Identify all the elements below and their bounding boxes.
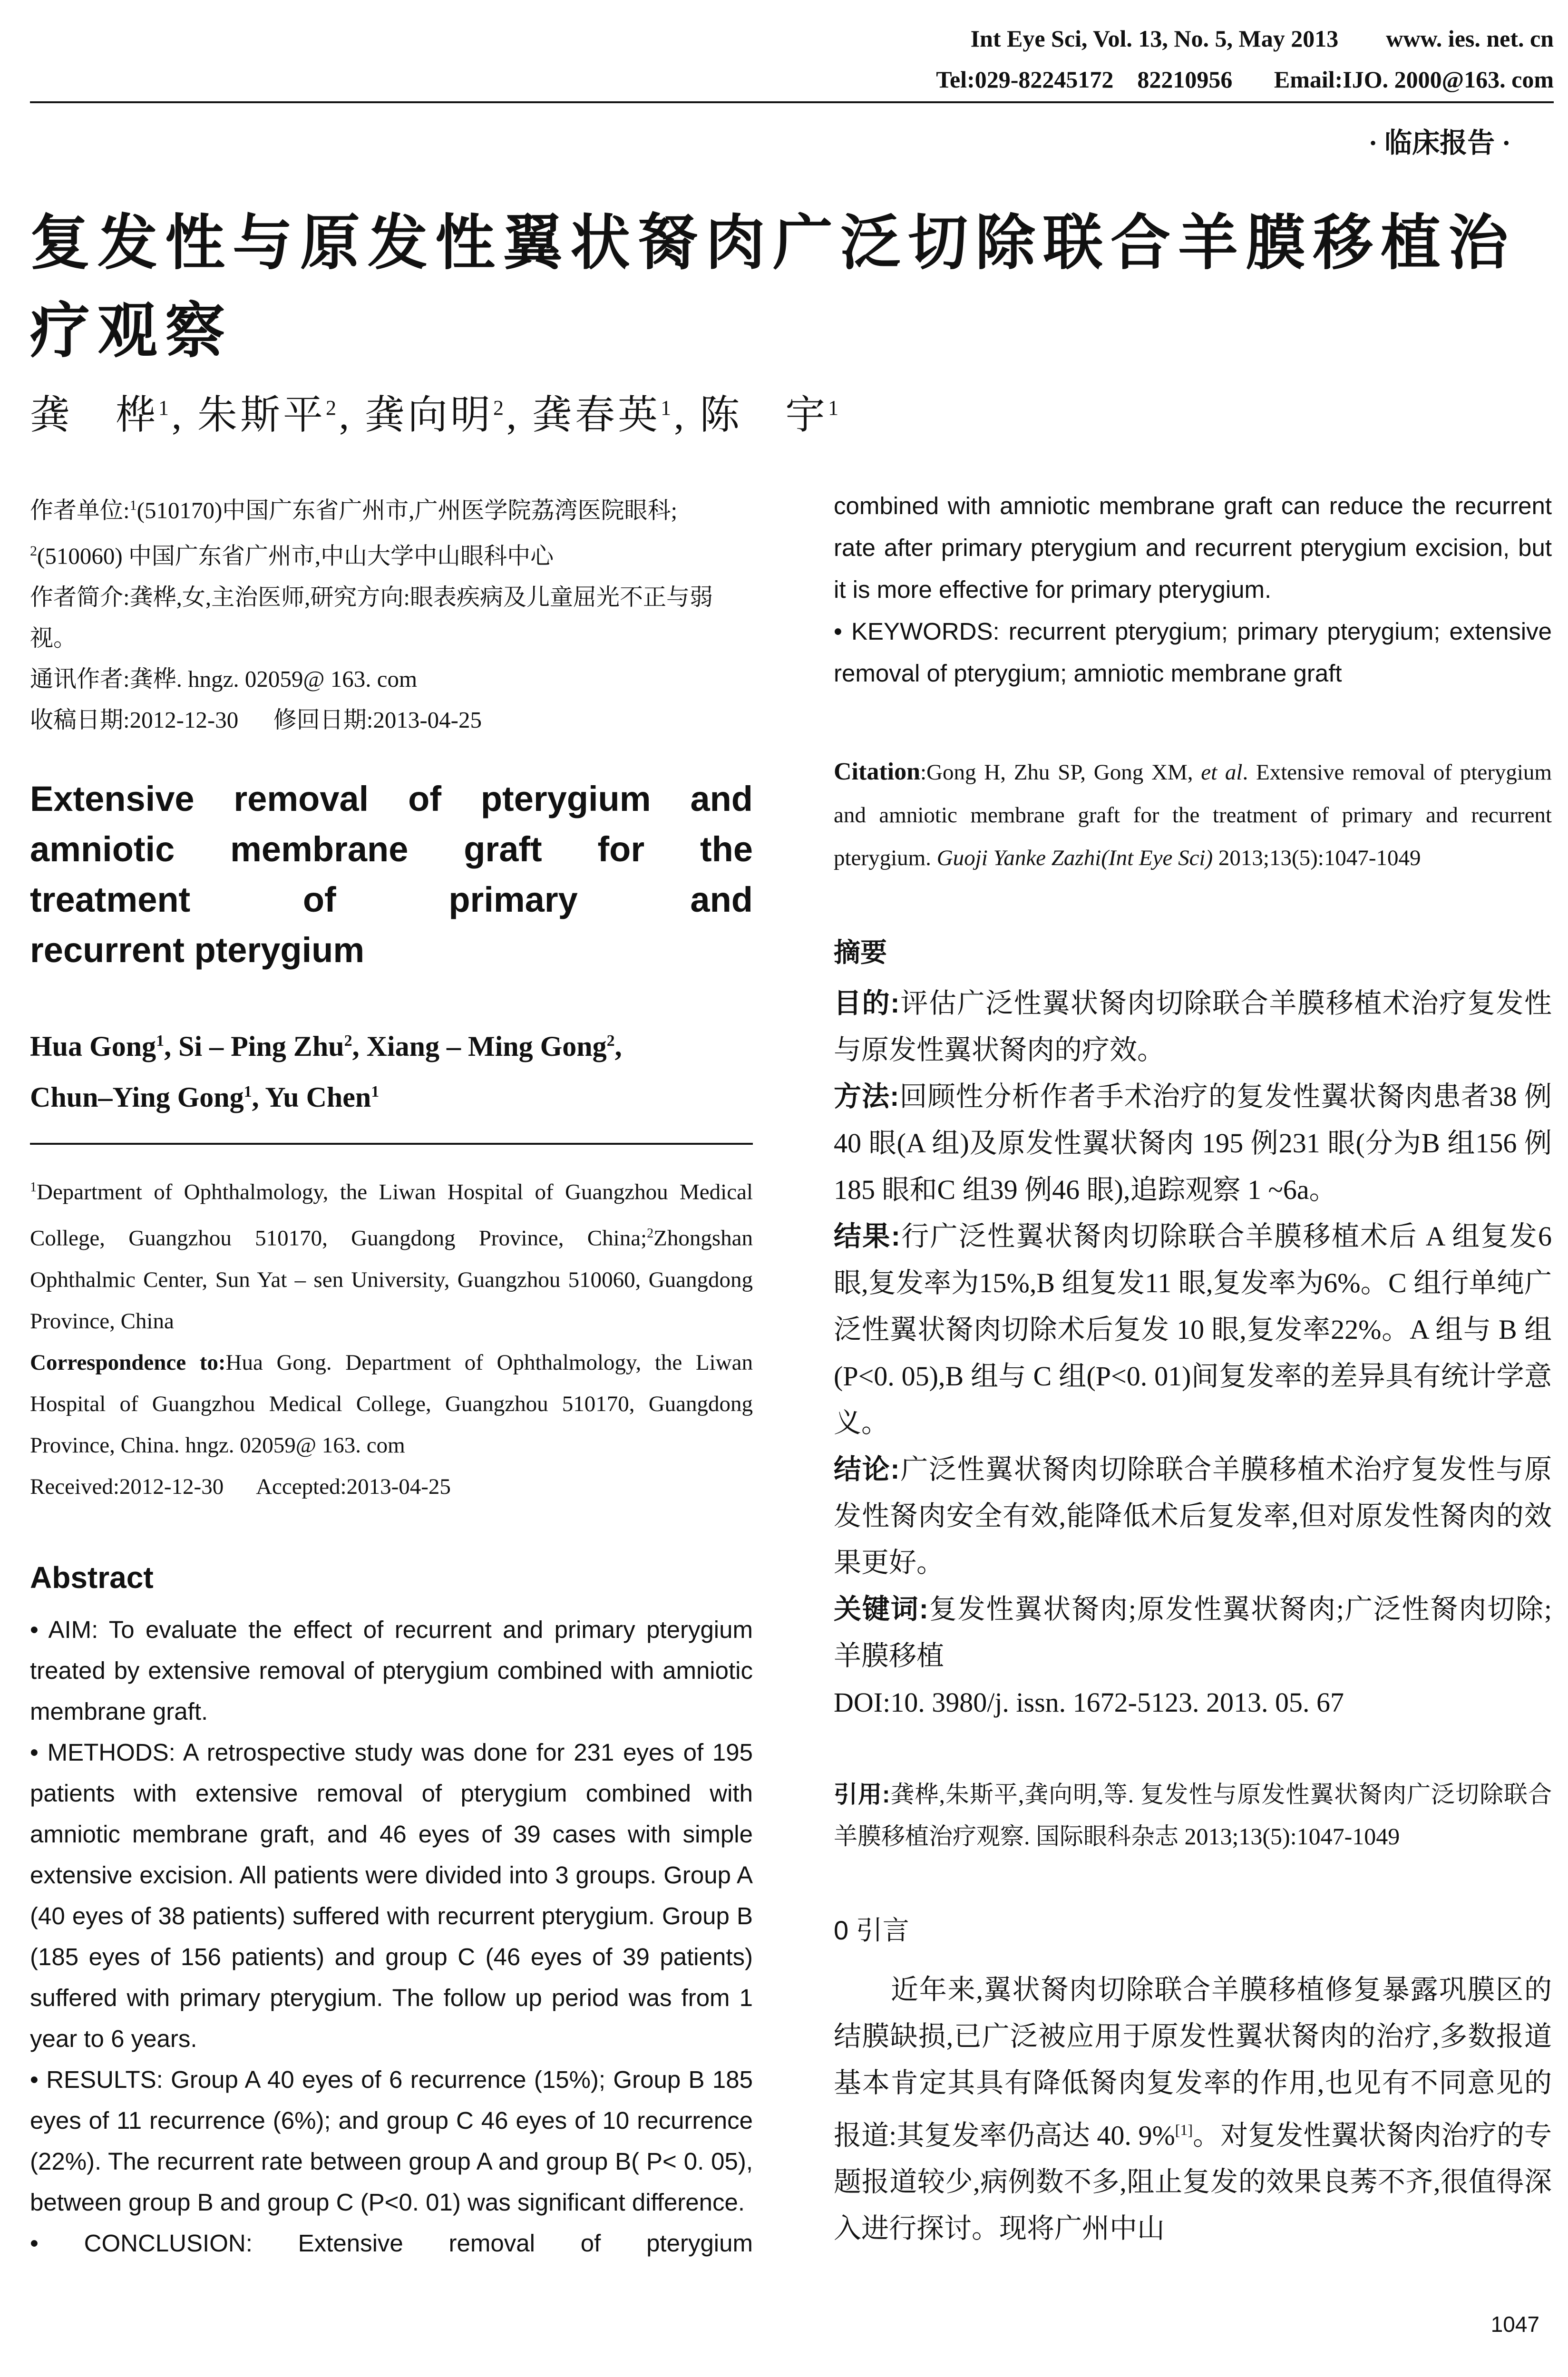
abstract-conclusion-start: • CONCLUSION: Extensive removal of pterygium	[30, 2229, 753, 2257]
author-affil-sup: 1	[661, 396, 674, 419]
affiliation-departments: $^1$Department of Ophthalmology, the Liwan Hospital of Guangzhou Medical College, Guangzhou 510170, Guangdong Province, China;$^2$Zhongshan Ophthalmic Center, Sun Yat – sen University, Guangzhou 510060, Guangdong Province, China	[30, 1179, 753, 1334]
dates-en: Received:2012-12-30 Accepted:2013-04-25	[30, 1474, 451, 1499]
article-title-en	[30, 774, 753, 975]
abstract-aim: • AIM: To evaluate the effect of recurrent and primary pterygium treated by extensive removal of pterygium combined with amniotic membrane graft.	[30, 1616, 753, 1725]
abstract-en-continued	[834, 485, 1552, 694]
abstract-cn-results: 结果:行广泛性翼状胬肉切除联合羊膜移植术后 A 组复发6 眼,复发率为15%,B 组复发11 眼,复发率为6%。C 组行单纯广泛性翼状胬肉切除术后复发 10 眼,复发率22%。A 组与 B 组(P<0. 05),B 组与 C 组(P<0. 01)间复发率的差异具有统计学意义。	[834, 1221, 1552, 1438]
header-divider	[30, 101, 1554, 103]
author-name: 龚春英	[532, 393, 661, 438]
abstract-heading-cn: 摘要	[834, 937, 887, 967]
intro-heading: 0 引言	[834, 1915, 909, 1945]
author-name: 龚 桦	[30, 393, 159, 438]
dates-cn: 收稿日期:2012-12-30 修回日期:2013-04-25	[30, 706, 482, 733]
author-affil-sup: 1	[158, 396, 172, 419]
doi: DOI:10. 3980/j. issn. 1672-5123. 2013. 05. 67	[834, 1687, 1344, 1718]
author-sep: ,	[674, 393, 687, 438]
author-intro-cn: 作者简介:龚桦,女,主治医师,研究方向:眼表疾病及儿童屈光不正与弱视。	[30, 584, 713, 651]
reference-mark[interactable]: [1]	[1175, 2121, 1193, 2138]
author-name: 龚向明	[365, 393, 494, 438]
author-list-en: Hua Gong$^1$, Si – Ping Zhu$^2$, Xiang – Ming Gong$^2$, Chun–Ying Gong$^1$, Yu Chen$^1$	[30, 1030, 622, 1113]
citation-en: Citation:Gong H, Zhu SP, Gong XM, et al. Extensive removal of pterygium and amniotic membrane graft for the treatment of primary and recurrent pterygium. Guoji Yanke Zazhi(Int Eye Sci) 2013;13(5):1047-1049	[834, 758, 1552, 870]
affiliation-en	[30, 1167, 753, 1508]
abstract-cn-methods: 方法:回顾性分析作者手术治疗的复发性翼状胬肉患者38 例40 眼(A 组)及原发性翼状胬肉 195 例231 眼(分为B 组156 例185 眼和C 组39 例46 眼),追踪观察 1 ~6a。	[834, 1081, 1552, 1205]
intro-paragraph: 近年来,翼状胬肉切除联合羊膜移植修复暴露巩膜区的结膜缺损,已广泛被应用于原发性翼状胬肉的治疗,多数报道基本肯定其具有降低胬肉复发率的作用,也见有不同意见的报道:其复发率仍高达 40. 9%[1]。对复发性翼状胬肉治疗的专题报道较少,病例数不多,阻止复发的效果良莠不齐,很值得深入进行探讨。现将广州中山	[834, 1974, 1552, 2244]
author-affil-sup: 1	[828, 396, 842, 419]
abstract-en	[30, 1609, 753, 2264]
journal-contact-line: Tel:029-82245172 82210956 Email:IJO. 2000@163. com	[936, 66, 1554, 93]
author-sep: ,	[339, 393, 352, 438]
citation-cn: 引用:龚桦,朱斯平,龚向明,等. 复发性与原发性翼状胬肉广泛切除联合羊膜移植治疗观察. 国际眼科杂志 2013;13(5):1047-1049	[834, 1781, 1552, 1850]
abstract-cn-keywords: 关键词:复发性翼状胬肉;原发性翼状胬肉;广泛性胬肉切除;羊膜移植	[834, 1594, 1552, 1671]
abstract-results: • RESULTS: Group A 40 eyes of 6 recurrence (15%); Group B 185 eyes of 11 recurrence (6%); and group C 46 eyes of 10 recurrence (22%). The recurrent rate between group A and group B( P< 0. 05), between group B and group C (P<0. 01) was significant difference.	[30, 2065, 753, 2216]
corresponding-author-cn: 通讯作者:龚桦. hngz. 02059@ 163. com	[30, 665, 418, 692]
title-line: treatment of primary and	[30, 879, 753, 919]
title-line: recurrent pterygium	[30, 930, 365, 970]
author-name: 朱斯平	[197, 393, 326, 438]
author-list-cn	[30, 383, 841, 440]
section-tag: · 临床报告 ·	[1368, 127, 1511, 158]
journal-header-line: Int Eye Sci, Vol. 13, No. 5, May 2013 www. ies. net. cn	[970, 25, 1554, 52]
page-number: 1047	[1490, 2312, 1539, 2337]
abstract-cn-aim: 目的:评估广泛性翼状胬肉切除联合羊膜移植术治疗复发性与原发性翼状胬肉的疗效。	[834, 988, 1552, 1065]
author-name: 陈 宇	[700, 393, 828, 438]
abstract-conclusion-end: combined with amniotic membrane graft can reduce the recurrent rate after primary pterygium and recurrent pterygium excision, but it is more effective for primary pterygium.	[834, 492, 1552, 603]
author-sep: ,	[172, 393, 185, 438]
abstract-cn	[834, 980, 1552, 1726]
affiliation-cn	[30, 485, 753, 740]
affiliation-divider	[30, 1143, 753, 1145]
abstract-heading: Abstract	[30, 1560, 154, 1595]
title-line: amniotic membrane graft for the	[30, 829, 753, 869]
correspondence-en: Correspondence to:Hua Gong. Department of Ophthalmology, the Liwan Hospital of Guangzhou Medical College, Guangzhou 510170, Guangdong Province, China. hngz. 02059@ 163. com	[30, 1350, 753, 1458]
abstract-methods: • METHODS: A retrospective study was done for 231 eyes of 195 patients with extensive removal of pterygium combined with amniotic membrane graft, and 46 eyes of 39 cases with simple extensive excision. All patients were divided into 3 groups. Group A (40 eyes of 38 patients) suffered with recurrent pterygium. Group B (185 eyes of 156 patients) and group C (46 eyes of 39 patients) suffered with primary pterygium. The follow up period was from 1 year to 6 years.	[30, 1738, 753, 2052]
author-unit-cn: 作者单位:$^1$(510170)中国广东省广州市,广州医学院荔湾医院眼科; $^2$(510060) 中国广东省广州市,中山大学中山眼科中心	[30, 497, 678, 569]
author-sep: ,	[506, 393, 520, 438]
abstract-keywords: • KEYWORDS: recurrent pterygium; primary pterygium; extensive removal of pterygium; amniotic membrane graft	[834, 618, 1552, 687]
author-affil-sup: 2	[326, 396, 340, 419]
author-affil-sup: 2	[493, 396, 507, 419]
title-line: Extensive removal of pterygium and	[30, 779, 753, 818]
article-title-cn: 复发性与原发性翼状胬肉广泛切除联合羊膜移植治疗观察	[30, 211, 1516, 365]
right-column	[834, 485, 1552, 2252]
abstract-cn-conclusion: 结论:广泛性翼状胬肉切除联合羊膜移植术治疗复发性与原发性胬肉安全有效,能降低术后复发率,但对原发性胬肉的效果更好。	[834, 1454, 1552, 1578]
left-column	[30, 485, 753, 2264]
